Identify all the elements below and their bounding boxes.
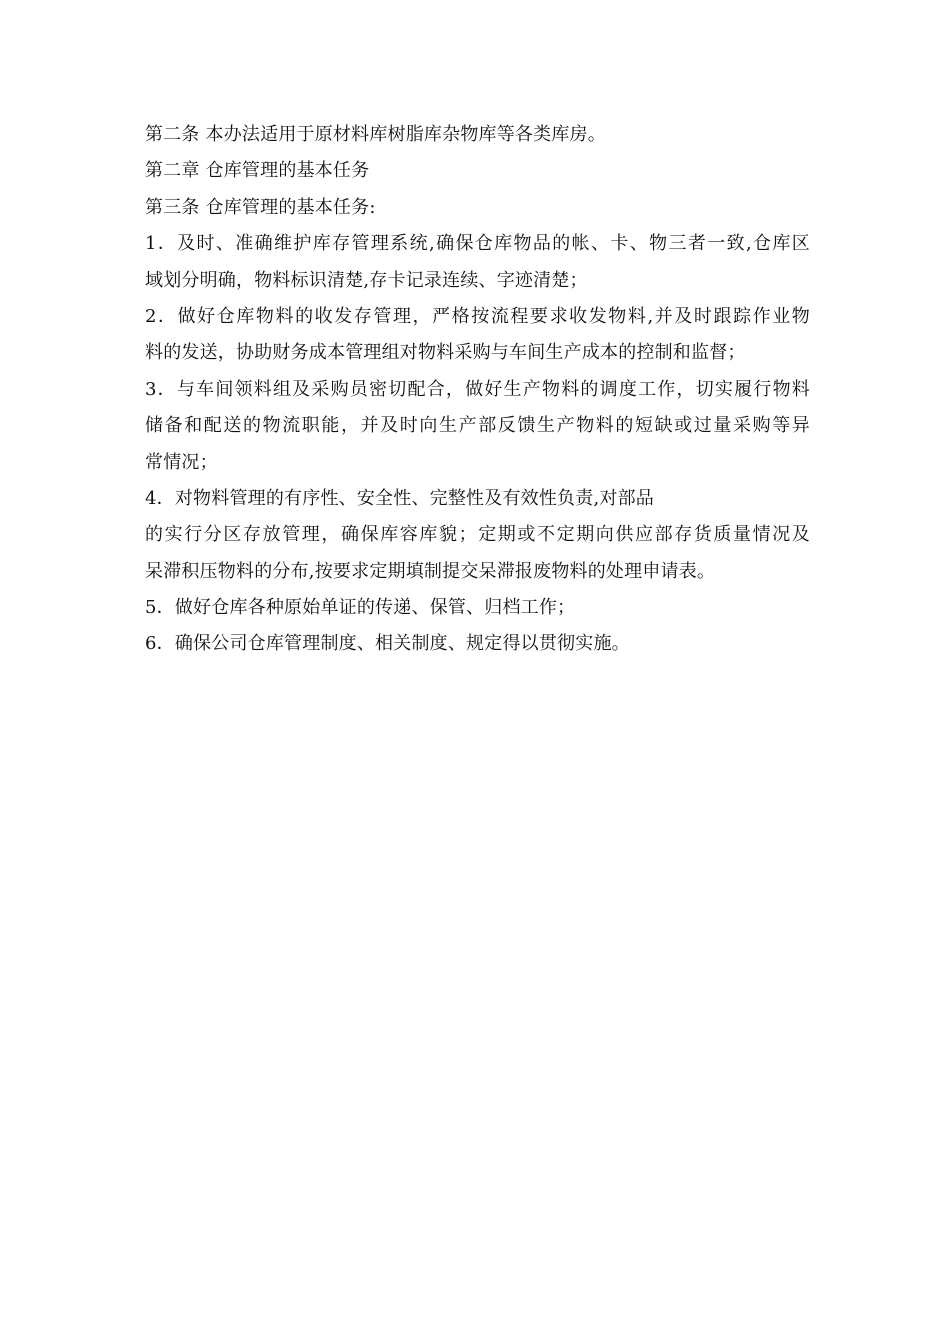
task-4-line-2: 的实行分区存放管理，确保库容库貌；定期或不定期向供应部存货质量情况及	[145, 524, 810, 546]
task-3-line-2: 储备和配送的物流职能，并及时向生产部反馈生产物料的短缺或过量采购等异	[145, 415, 810, 437]
document-body	[145, 117, 810, 663]
task-2-line-1: 2．做好仓库物料的收发存管理，严格按流程要求收发物料,并及时跟踪作业物	[145, 305, 810, 327]
task-4-line-3: 呆滞积压物料的分布,按要求定期填制提交呆滞报废物料的处理申请表。	[145, 560, 716, 582]
article-3-heading: 第三条 仓库管理的基本任务:	[145, 196, 376, 218]
task-1-line-1: 1．及时、准确维护库存管理系统,确保仓库物品的帐、卡、物三者一致,仓库区	[145, 233, 810, 255]
task-2-line-2: 料的发送，协助财务成本管理组对物料采购与车间生产成本的控制和监督；	[145, 342, 746, 364]
task-6-line: 6．确保公司仓库管理制度、相关制度、规定得以贯彻实施。	[145, 633, 630, 655]
chapter-2-heading: 第二章 仓库管理的基本任务	[145, 160, 370, 182]
task-4-line-1: 4．对物料管理的有序性、安全性、完整性及有效性负责,对部品	[145, 487, 654, 509]
article-2-text: 第二条 本办法适用于原材料库树脂库杂物库等各类库房。	[145, 124, 606, 145]
task-5-line: 5．做好仓库各种原始单证的传递、保管、归档工作；	[145, 597, 576, 619]
task-1-line-2: 域划分明确，物料标识清楚,存卡记录连续、字迹清楚；	[145, 269, 588, 291]
task-3-line-3: 常情况；	[145, 451, 218, 473]
task-3-line-1: 3．与车间领料组及采购员密切配合，做好生产物料的调度工作，切实履行物料	[145, 378, 810, 400]
